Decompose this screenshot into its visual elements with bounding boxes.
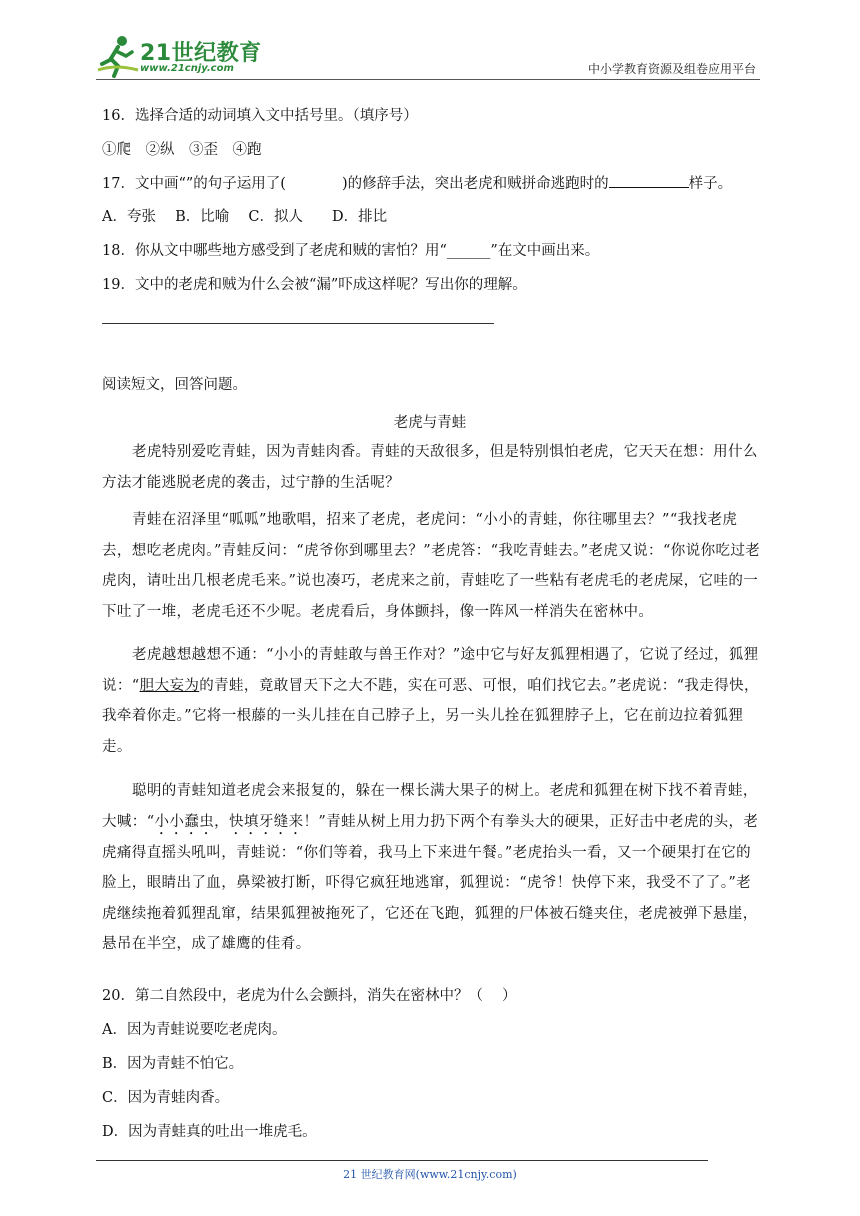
q17-part-b: ”的句子运用了( (185, 176, 286, 192)
q20-option-d[interactable]: D．因为青蛙真的吐出一堆虎毛。 (102, 1124, 317, 1140)
footer-divider (96, 1160, 708, 1161)
p1-text: 老虎特别爱吃青蛙，因为青蛙肉香。青蛙的天敌很多，但是特别惧怕老虎，它天天在想：用什么方法才能逃脱老虎的袭击，过宁静的生活呢？ (102, 444, 758, 491)
page-header (0, 0, 860, 84)
site-logo (96, 34, 266, 80)
header-divider (96, 79, 760, 80)
question-17 (102, 175, 732, 193)
logo-brand-text: 21世纪教育 (140, 41, 262, 66)
q17-part-d: 样子。 (688, 176, 733, 192)
question-17-options: A．夸张 B．比喻 C．拟人 D．排比 (102, 209, 388, 225)
p4-text-a: 聪明的青蛙知道老虎会来报复的，躲在一棵长满大果子的树上。老虎和狐狸在树下找不着青蛙，大喊：“ (102, 783, 758, 830)
q20-option-b[interactable]: B．因为青蛙不怕它。 (102, 1056, 244, 1072)
question-19: 19．文中的老虎和贼为什么会被“漏”吓成这样呢？写出你的理解。 (102, 277, 527, 293)
runner-logo-icon (96, 34, 140, 78)
passage-title: 老虎与青蛙 (393, 415, 467, 431)
header-slogan: 中小学教育资源及组卷应用平台 (587, 62, 756, 76)
q17-fill-blank[interactable] (609, 175, 689, 188)
p3-text-b: 的青蛙，竟敢冒天下之大不韪，实在可恶、可恨，咱们找它去。”老虎说：“我走得快，我牵着你走。”它将一根藤的一头儿挂在自己脖子上，另一头儿拴在狐狸脖子上，它在前边拉着狐狸走。 (102, 677, 759, 755)
q19-answer-line[interactable] (102, 323, 494, 324)
question-18: 18．你从文中哪些地方感受到了老虎和贼的害怕？用“______”在文中画出来。 (102, 243, 600, 259)
q20-option-c[interactable]: C．因为青蛙肉香。 (102, 1090, 230, 1106)
passage-paragraph-4 (102, 776, 762, 960)
q17-part-a: 17．文中画“ (102, 176, 186, 192)
question-16-options: ①爬 ②纵 ③歪 ④跑 (102, 142, 262, 158)
question-20: 20．第二自然段中，老虎为什么会颤抖，消失在密林中？（ ） (102, 988, 517, 1004)
p3-underlined-word: 胆大妄为 (139, 677, 200, 694)
p2-text: 青蛙在沼泽里“呱呱”地歌唱，招来了老虎，老虎问：“小小的青蛙，你往哪里去？”“我找老虎去，想吃老虎肉。”青蛙反问：“虎爷你到哪里去？”老虎答：“我吃青蛙去。”老虎又说：“你说你吃过老虎肉，请吐出几根老虎毛来。”说也凑巧，老虎来之前，青蛙吃了一些粘有老虎毛的老虎屎，它哇的一下吐了一堆，老虎毛还不少呢。老虎看后，身体颤抖，像一阵风一样消失在密林中。 (102, 512, 761, 620)
q20-option-a[interactable]: A．因为青蛙说要吃老虎肉。 (102, 1022, 287, 1038)
passage-paragraph-3 (102, 640, 762, 762)
passage-paragraph-2 (102, 505, 762, 627)
footer-text[interactable]: 21 世纪教育网(www.21cnjy.com) (343, 1168, 517, 1181)
reading-instruction: 阅读短文，回答问题。 (102, 377, 247, 393)
q17-part-c: )的修辞手法，突出老虎和贼拼命逃跑时的 (341, 176, 609, 192)
logo-url-text: www.21cnjy.com (140, 63, 234, 74)
passage-paragraph-1 (102, 437, 762, 498)
p3-text-a: 老虎越想越想不通：“小小的青蛙敢与兽王作对？”途中它与好友狐狸相遇了，它说了经过，狐狸说：“ (102, 647, 759, 694)
question-16: 16．选择合适的动词填入文中括号里。（填序号） (102, 108, 418, 124)
p4-text-b: ！”青蛙从树上用力扔下两个有拳头大的硬果，正好击中老虎的头，老虎痛得直摇头吼叫，青蛙说：“你们等着，我马上下来进午餐。”老虎抬头一看，又一个硬果打在它的脸上，眼睛出了血，鼻梁被打断，吓得它疯狂地逃窜，狐狸说：“虎爷！快停下来，我受不了了。”老虎继续拖着狐狸乱窜，结果狐狸被拖死了，它还在飞跑，狐狸的尸体被石缝夹住，老虎被弹下悬崖，悬吊在半空，成了雄鹰的佳肴。 (102, 813, 759, 952)
p4-dotted-phrase: 小小蠢虫，快填牙缝来 (154, 813, 304, 830)
